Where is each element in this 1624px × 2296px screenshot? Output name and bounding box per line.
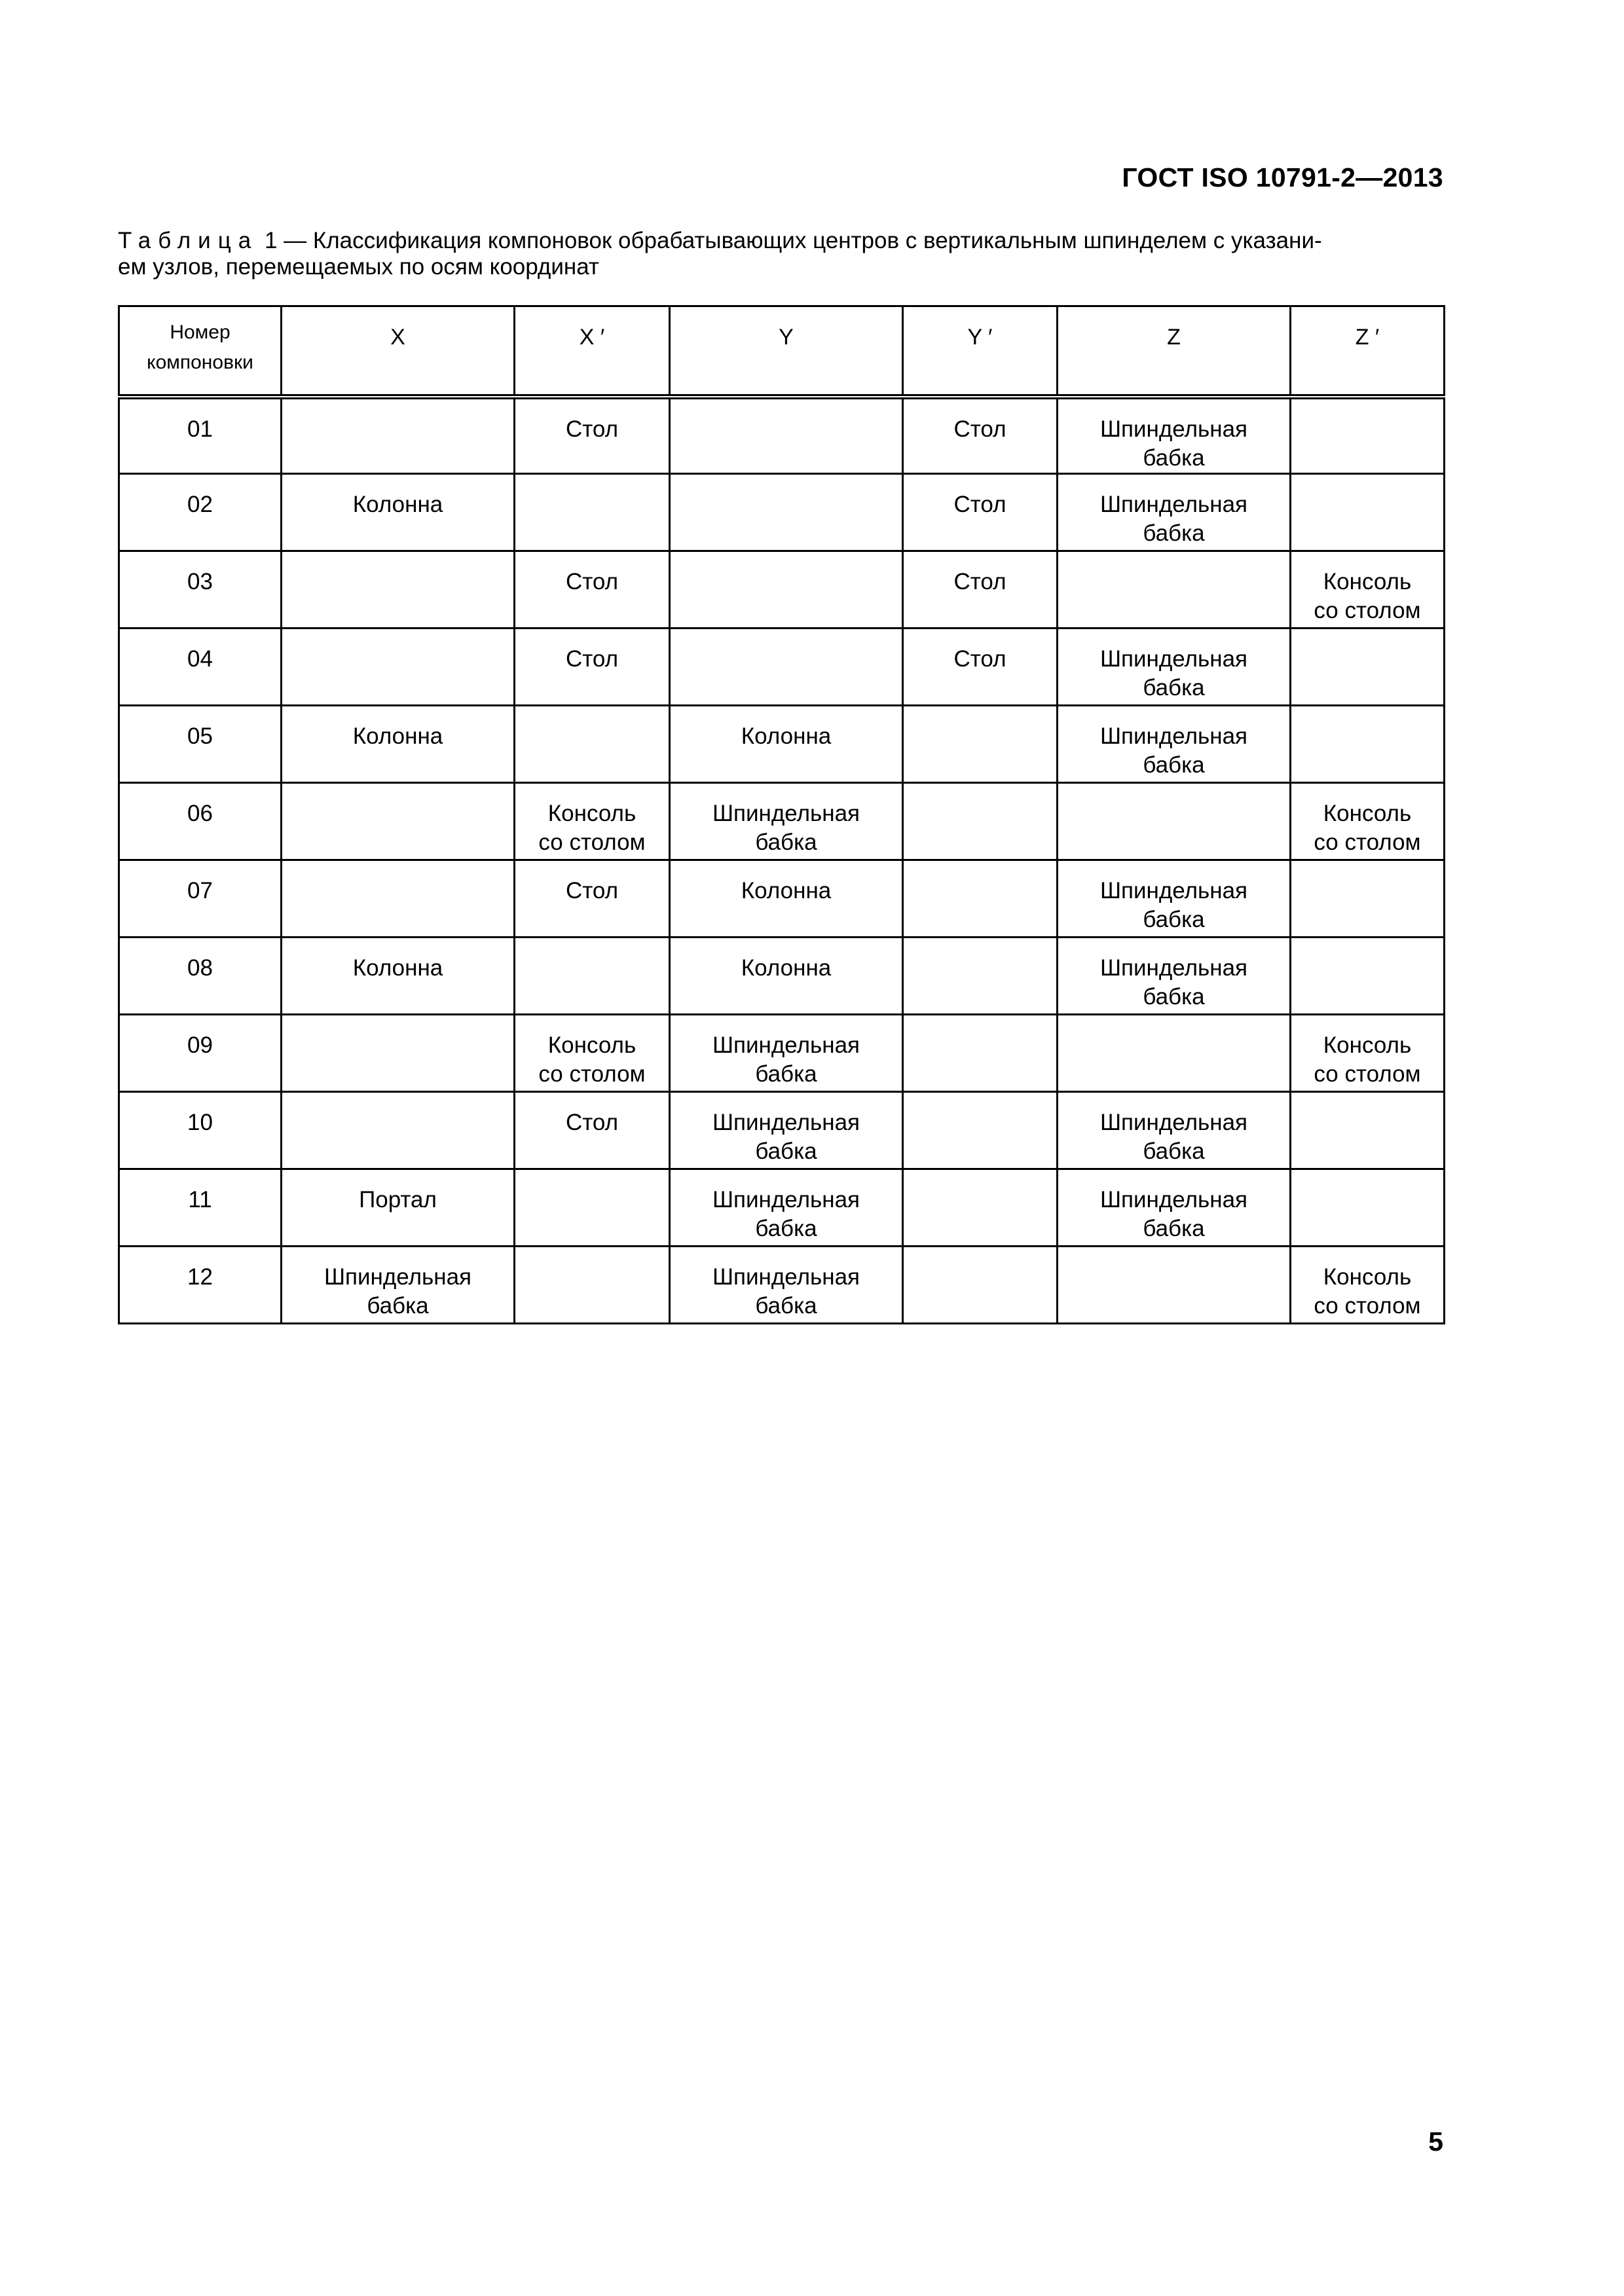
classification-table xyxy=(118,305,1445,1324)
table-cell-z xyxy=(1058,938,1291,1015)
table-cell-z-prime xyxy=(1291,1092,1445,1169)
header-cell-y xyxy=(670,306,903,397)
cell-text: 11 xyxy=(188,1187,212,1212)
table-cell-x-prime xyxy=(515,706,670,783)
header-label: Z xyxy=(1167,325,1181,350)
header-cell-z-prime xyxy=(1291,306,1445,397)
cell-text: Шпиндельная бабка xyxy=(712,801,860,855)
table-cell-z xyxy=(1058,1247,1291,1324)
table-cell-y-prime xyxy=(903,1092,1058,1169)
table-header-row xyxy=(119,306,1445,397)
header-label: Z ′ xyxy=(1355,325,1380,350)
table-cell-x xyxy=(282,1015,515,1092)
cell-text: Портал xyxy=(359,1187,437,1212)
table-cell-y xyxy=(670,1247,903,1324)
cell-text: Шпиндельная бабка xyxy=(1099,1110,1248,1164)
table-cell-x-prime xyxy=(515,629,670,706)
table-cell-z-prime xyxy=(1291,860,1445,938)
classification-table-container xyxy=(118,305,1443,1324)
table-cell-layout-number xyxy=(119,629,282,706)
cell-text: Консоль со столом xyxy=(538,801,646,855)
cell-text: Колонна xyxy=(352,723,443,749)
header-label: Y xyxy=(779,325,794,350)
table-cell-x-prime xyxy=(515,474,670,551)
table-cell-x xyxy=(282,860,515,938)
table-cell-y xyxy=(670,783,903,860)
cell-text: 04 xyxy=(187,646,213,672)
table-row xyxy=(119,1092,1445,1169)
table-cell-z xyxy=(1058,1015,1291,1092)
table-cell-layout-number xyxy=(119,1015,282,1092)
cell-text: Шпиндельная бабка xyxy=(323,1264,472,1319)
table-cell-z xyxy=(1058,1092,1291,1169)
table-caption-line1: 1 — Классификация компоновок обрабатывающих центров с вертикальным шпинделем с указани- xyxy=(258,228,1322,253)
table-cell-x-prime xyxy=(515,1247,670,1324)
table-cell-layout-number xyxy=(119,474,282,551)
cell-text: Стол xyxy=(565,878,619,903)
table-cell-z-prime xyxy=(1291,783,1445,860)
table-cell-z-prime xyxy=(1291,397,1445,474)
table-cell-y-prime xyxy=(903,629,1058,706)
table-cell-z-prime xyxy=(1291,706,1445,783)
table-cell-y xyxy=(670,629,903,706)
cell-text: Шпиндельная бабка xyxy=(1099,1187,1248,1241)
header-label: X xyxy=(390,325,405,350)
table-cell-x-prime xyxy=(515,1092,670,1169)
table-cell-x-prime xyxy=(515,1015,670,1092)
cell-text: 12 xyxy=(187,1264,213,1290)
table-cell-z xyxy=(1058,706,1291,783)
table-cell-layout-number xyxy=(119,783,282,860)
table-cell-y-prime xyxy=(903,474,1058,551)
table-cell-layout-number xyxy=(119,1092,282,1169)
cell-text: 05 xyxy=(187,723,213,749)
table-cell-z xyxy=(1058,1169,1291,1247)
table-cell-y xyxy=(670,706,903,783)
cell-text: Стол xyxy=(565,416,619,442)
table-cell-y-prime xyxy=(903,783,1058,860)
cell-text: Стол xyxy=(565,646,619,672)
table-cell-y-prime xyxy=(903,860,1058,938)
cell-text: Шпиндельная бабка xyxy=(1099,416,1248,471)
table-cell-z-prime xyxy=(1291,474,1445,551)
table-cell-x xyxy=(282,1247,515,1324)
cell-text: Стол xyxy=(565,1110,619,1135)
header-cell-y-prime xyxy=(903,306,1058,397)
table-cell-y xyxy=(670,938,903,1015)
table-cell-y-prime xyxy=(903,1015,1058,1092)
header-cell-x-prime xyxy=(515,306,670,397)
table-cell-y-prime xyxy=(903,1169,1058,1247)
table-cell-x xyxy=(282,938,515,1015)
table-cell-x xyxy=(282,474,515,551)
cell-text: 07 xyxy=(187,878,213,903)
cell-text: Шпиндельная бабка xyxy=(712,1264,860,1319)
table-row xyxy=(119,938,1445,1015)
cell-text: Шпиндельная бабка xyxy=(1099,878,1248,932)
table-cell-y-prime xyxy=(903,706,1058,783)
page-number: 5 xyxy=(1428,2126,1443,2157)
table-cell-x xyxy=(282,1169,515,1247)
cell-text: Шпиндельная бабка xyxy=(1099,492,1248,546)
table-cell-x xyxy=(282,551,515,629)
table-cell-z xyxy=(1058,783,1291,860)
table-cell-z-prime xyxy=(1291,1247,1445,1324)
cell-text: Колонна xyxy=(741,878,832,903)
cell-text: Консоль со столом xyxy=(1314,801,1421,855)
cell-text: 06 xyxy=(187,801,213,826)
table-cell-z-prime xyxy=(1291,629,1445,706)
table-row xyxy=(119,1169,1445,1247)
header-cell-x xyxy=(282,306,515,397)
header-cell-layout-number xyxy=(119,306,282,397)
cell-text: Шпиндельная бабка xyxy=(712,1032,860,1087)
cell-text: 10 xyxy=(187,1110,213,1135)
table-cell-y xyxy=(670,1092,903,1169)
cell-text: Шпиндельная бабка xyxy=(712,1110,860,1164)
table-row xyxy=(119,397,1445,474)
cell-text: 03 xyxy=(187,569,213,594)
table-cell-z xyxy=(1058,860,1291,938)
table-cell-z xyxy=(1058,474,1291,551)
table-caption xyxy=(118,228,1443,280)
cell-text: Колонна xyxy=(741,955,832,981)
table-cell-z xyxy=(1058,629,1291,706)
table-cell-y xyxy=(670,397,903,474)
table-cell-x xyxy=(282,783,515,860)
table-cell-x xyxy=(282,397,515,474)
cell-text: Консоль со столом xyxy=(1314,1032,1421,1087)
cell-text: Шпиндельная бабка xyxy=(712,1187,860,1241)
table-cell-x xyxy=(282,629,515,706)
table-cell-y xyxy=(670,474,903,551)
cell-text: Стол xyxy=(953,492,1006,517)
header-cell-z xyxy=(1058,306,1291,397)
table-cell-x-prime xyxy=(515,551,670,629)
table-cell-z xyxy=(1058,397,1291,474)
table-cell-x-prime xyxy=(515,938,670,1015)
header-label: X ′ xyxy=(579,325,605,350)
table-cell-layout-number xyxy=(119,397,282,474)
table-cell-layout-number xyxy=(119,1169,282,1247)
cell-text: Консоль со столом xyxy=(1314,569,1421,623)
table-row xyxy=(119,1247,1445,1324)
cell-text: Консоль со столом xyxy=(538,1032,646,1087)
table-cell-z-prime xyxy=(1291,1169,1445,1247)
cell-text: Колонна xyxy=(352,492,443,517)
table-row xyxy=(119,706,1445,783)
document-header: ГОСТ ISO 10791-2—2013 xyxy=(1122,162,1443,192)
cell-text: 01 xyxy=(187,416,213,442)
table-cell-y-prime xyxy=(903,551,1058,629)
cell-text: Шпиндельная бабка xyxy=(1099,646,1248,701)
table-cell-y xyxy=(670,1015,903,1092)
table-cell-x-prime xyxy=(515,1169,670,1247)
table-row xyxy=(119,1015,1445,1092)
table-cell-layout-number xyxy=(119,706,282,783)
cell-text: 02 xyxy=(187,492,213,517)
table-cell-y-prime xyxy=(903,1247,1058,1324)
table-cell-x xyxy=(282,1092,515,1169)
table-cell-layout-number xyxy=(119,1247,282,1324)
header-label: Номер компоновки xyxy=(147,321,253,373)
table-cell-x-prime xyxy=(515,397,670,474)
table-cell-y xyxy=(670,860,903,938)
table-cell-x xyxy=(282,706,515,783)
cell-text: Стол xyxy=(953,416,1006,442)
table-cell-z-prime xyxy=(1291,1015,1445,1092)
table-cell-layout-number xyxy=(119,551,282,629)
header-label: Y ′ xyxy=(967,325,993,350)
cell-text: Стол xyxy=(953,569,1006,594)
table-cell-z xyxy=(1058,551,1291,629)
table-cell-y xyxy=(670,551,903,629)
cell-text: 09 xyxy=(187,1032,213,1058)
table-cell-layout-number xyxy=(119,860,282,938)
table-row xyxy=(119,629,1445,706)
table-row xyxy=(119,551,1445,629)
table-cell-z-prime xyxy=(1291,938,1445,1015)
table-cell-y-prime xyxy=(903,938,1058,1015)
table-row xyxy=(119,783,1445,860)
cell-text: Шпиндельная бабка xyxy=(1099,723,1248,778)
table-cell-y-prime xyxy=(903,397,1058,474)
table-cell-y xyxy=(670,1169,903,1247)
cell-text: Колонна xyxy=(352,955,443,981)
table-cell-layout-number xyxy=(119,938,282,1015)
table-caption-label: Таблица xyxy=(118,228,259,253)
cell-text: Консоль со столом xyxy=(1314,1264,1421,1319)
cell-text: Стол xyxy=(565,569,619,594)
cell-text: Шпиндельная бабка xyxy=(1099,955,1248,1010)
cell-text: 08 xyxy=(187,955,213,981)
table-row xyxy=(119,860,1445,938)
table-caption-line2: ем узлов, перемещаемых по осям координат xyxy=(118,254,599,280)
table-row xyxy=(119,474,1445,551)
table-cell-z-prime xyxy=(1291,551,1445,629)
cell-text: Стол xyxy=(953,646,1006,672)
table-cell-x-prime xyxy=(515,860,670,938)
table-cell-x-prime xyxy=(515,783,670,860)
cell-text: Колонна xyxy=(741,723,832,749)
